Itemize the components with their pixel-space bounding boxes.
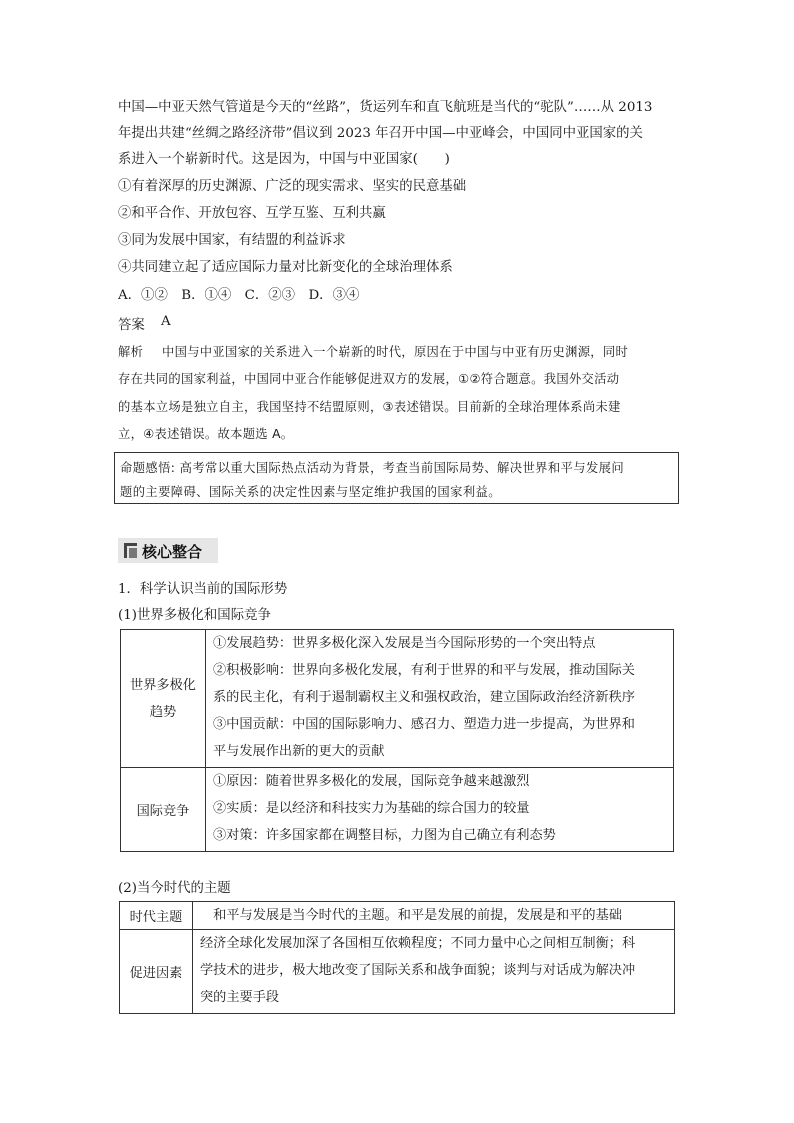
answer-choices: A．①② B．①④ C．②③ D．③④ — [118, 288, 360, 303]
content-line: 平与发展作出新的更大的贡献 — [213, 744, 385, 759]
row-label-multipolarity — [121, 672, 205, 726]
content-line: ②积极影响：世界向多极化发展，有利于世界的和平与发展，推动国际关 — [213, 663, 635, 678]
row-content-cell — [193, 930, 675, 1014]
insight-box — [114, 452, 679, 504]
row-label-cell — [120, 902, 193, 930]
answer-label: 答案 — [118, 318, 145, 333]
content-line: ②实质：是以经济和科技实力为基础的综合国力的较量 — [213, 801, 530, 816]
content-line: ①发展趋势：世界多极化深入发展是当今国际形势的一个突出特点 — [213, 636, 596, 651]
row-content-cell — [206, 630, 674, 768]
option-2: ②和平合作、开放包容、互学互鉴、互利共赢 — [118, 206, 386, 221]
row-content-cell — [206, 768, 674, 852]
row-label-cell — [121, 630, 206, 768]
content-line: ③中国贡献：中国的国际影响力、感召力、塑造力进一步提高，为世界和 — [213, 717, 635, 732]
explanation-line-1: 中国与中亚国家的关系进入一个崭新的时代，原因在于中国与中亚有历史渊源，同时 — [162, 345, 629, 359]
content-line: ①原因：随着世界多极化的发展，国际竞争越来越激烈 — [213, 774, 530, 789]
content-line: ③对策：许多国家都在调整目标，力图为自己确立有利态势 — [213, 828, 556, 843]
subheading-1: (1)世界多极化和国际竞争 — [118, 608, 271, 623]
option-1: ①有着深厚的历史渊源、广泛的现实需求、坚实的民意基础 — [118, 179, 467, 194]
content-line: 系的民主化，有利于遏制霸权主义和强权政治，建立国际政治经济新秩序 — [213, 690, 635, 705]
multipolarity-table — [120, 629, 674, 852]
question-line-3: 系进入一个崭新时代。这是因为，中国与中亚国家( ) — [118, 152, 450, 167]
content-line: 突的主要手段 — [200, 990, 280, 1005]
explanation-line-2: 存在共同的国家利益，中国同中亚合作能够促进双方的发展，①②符合题意。我国外交活动 — [118, 372, 620, 386]
row-label-theme: 时代主题 — [129, 910, 183, 925]
explanation-line-3: 的基本立场是独立自主，我国坚持不结盟原则，③表述错误。目前新的全球治理体系尚未建 — [118, 400, 621, 414]
content-line: 学技术的进步，极大地改变了国际关系和战争面貌；谈判与对话成为解决冲 — [200, 963, 636, 978]
table-row — [120, 902, 675, 930]
row-label-part: 世界多极化 — [130, 677, 196, 693]
insight-line-2: 题的主要障碍、国际关系的决定性因素与坚定维护我国的国家利益。 — [120, 485, 501, 499]
table-row — [121, 630, 674, 768]
section-title: 核心整合 — [142, 543, 203, 561]
option-4: ④共同建立起了适应国际力量对比新变化的全球治理体系 — [118, 260, 453, 275]
section-header — [118, 538, 218, 563]
row-label-cell — [120, 930, 193, 1014]
era-theme-table — [119, 901, 675, 1014]
row-label-part: 趋势 — [149, 704, 177, 720]
explanation-label: 解析 — [118, 345, 144, 359]
row-content-cell — [193, 902, 675, 930]
question-line-2: 年提出共建“丝绸之路经济带”倡议到 2023 年召开中国—中亚峰会，中国同中亚国家的关 — [118, 126, 643, 141]
content-line: 和平与发展是当今时代的主题。和平是发展的前提，发展是和平的基础 — [200, 908, 622, 923]
row-label-factors: 促进因素 — [129, 966, 183, 981]
content-line: 经济全球化发展加深了各国相互依赖程度；不同力量中心之间相互制衡；科 — [200, 936, 636, 951]
section-marker-icon — [124, 543, 137, 558]
question-line-1: 中国—中亚天然气管道是今天的“丝路”，货运列车和直飞航班是当代的“驼队”……从 2013 — [118, 100, 653, 115]
option-3: ③同为发展中国家，有结盟的利益诉求 — [118, 233, 346, 248]
answer-value: A — [161, 314, 171, 329]
heading-1: 1．科学认识当前的国际形势 — [118, 582, 288, 597]
explanation-line-4: 立，④表述错误。故本题选 A。 — [118, 427, 294, 441]
insight-line-1: 命题感悟: 高考常以重大国际热点活动为背景，考查当前国际局势、解决世界和平与发展问 — [120, 461, 625, 475]
row-label-cell — [121, 768, 206, 852]
row-label-competition: 国际竞争 — [136, 804, 190, 819]
subheading-2: (2)当今时代的主题 — [118, 881, 231, 896]
table-row — [120, 930, 675, 1014]
table-row — [121, 768, 674, 852]
